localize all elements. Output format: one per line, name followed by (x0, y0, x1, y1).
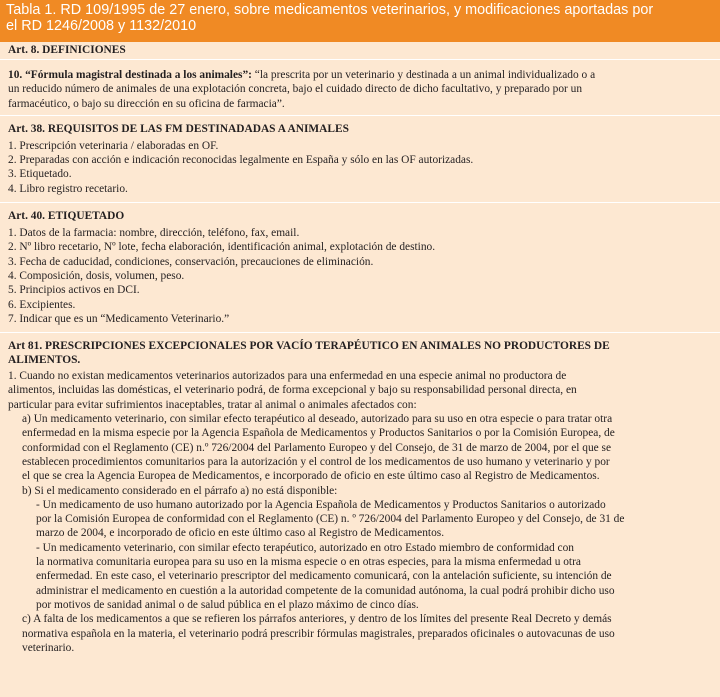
clause-b2-line: la normativa comunitaria europea para su uso en la misma especie o en otras especies, para la misma enfermedad u otra (36, 556, 581, 569)
list-item: 3. Fecha de caducidad, condiciones, conservación, precauciones de eliminación. (8, 255, 374, 268)
paragraph-line: alimentos, incluidas las domésticas, el veterinario podrá, de forma excepcional y bajo su responsabilidad personal directa, en (8, 384, 577, 397)
clause-b2-line: - Un medicamento veterinario, con similar efecto terapéutico, autorizado en otro Estado miembro de conformidad con (36, 541, 575, 554)
clause-c-line: c) A falta de los medicamentos a que se refieren los párrafos anteriores, y dentro de los límites del presente Real Decreto y demás (22, 613, 612, 626)
paragraph-line: particular para evitar sufrimientos inaceptables, tratar al animal o animales afectados con: (8, 398, 417, 411)
definition-term: 10. “Fórmula magistral destinada a los animales”: (8, 69, 252, 81)
section-art-40 (0, 207, 720, 332)
clause-a-line: el que se crea la Agencia Europea de Medicamentos, e incorporado de oficio en este último caso al Registro de Medicamentos. (22, 470, 600, 483)
list-item: 3. Etiquetado. (8, 168, 72, 181)
list-item: 2. Nº libro recetario, Nº lote, fecha elaboración, identificación animal, explotación de destino. (8, 241, 436, 254)
section-heading-line: ALIMENTOS. (8, 354, 81, 367)
table-title (0, 0, 720, 42)
table-title-line-2: el RD 1246/2008 y 1132/2010 (6, 17, 197, 34)
section-art-81 (0, 337, 720, 697)
list-item: 2. Preparadas con acción e indicación reconocidas legalmente en España y sólo en las OF autorizadas. (8, 154, 474, 167)
clause-a-line: enfermedad en la misma especie por la Agencia Española de Medicamentos y Productos Sanitarios o por la Comisión Europea, de (22, 427, 615, 440)
definition-line: “la prescrita por un veterinario y destinada a un animal individualizado o a (251, 69, 596, 81)
clause-b2-line: enfermedad. En este caso, el veterinario prescriptor del medicamento comunicará, con la antelación suficiente, su intención de (36, 570, 612, 583)
section-heading: Art. 40. ETIQUETADO (8, 210, 125, 223)
list-item: 4. Composición, dosis, volumen, peso. (8, 269, 185, 282)
section-art-8 (0, 42, 720, 115)
list-item: 4. Libro registro recetario. (8, 182, 128, 195)
clause-b1-line: marzo de 2004, e incorporado de oficio en este último caso al Registro de Medicamentos. (36, 527, 445, 540)
section-heading: Art. 8. DEFINICIONES (8, 44, 126, 56)
definition-text (0, 60, 720, 115)
list-item: 1. Prescripción veterinaria / elaboradas en OF. (8, 139, 219, 152)
section-art-38 (0, 120, 720, 202)
clause-a-line: a) Un medicamento veterinario, con similar efecto terapéutico al deseado, autorizado para su uso en otra especie o para tratar otra (22, 413, 613, 426)
list-item: 5. Principios activos en DCI. (8, 284, 140, 297)
clause-b-line: b) Si el medicamento considerado en el párrafo a) no está disponible: (22, 484, 338, 497)
section-heading-line: Art 81. PRESCRIPCIONES EXCEPCIONALES POR VACÍO TERAPÉUTICO EN ANIMALES NO PRODUCTORES DE (8, 340, 610, 353)
clause-b2-line: administrar el medicamento en cuestión a la autoridad competente de la comunidad autónoma, la cual podrá prohibir dicho uso (36, 584, 615, 597)
table-title-line-1: Tabla 1. RD 109/1995 de 27 enero, sobre medicamentos veterinarios, y modificaciones aportadas por (6, 2, 654, 18)
section-heading (0, 337, 720, 369)
clause-b1-line: - Un medicamento de uso humano autorizado por la Agencia Española de Medicamentos y Productos Sanitarios o autorizado (36, 498, 606, 511)
definition-line: un reducido número de animales de una explotación concreta, bajo el cuidado directo de dicho facultativo, y preparado por un (8, 83, 583, 96)
list-item: 6. Excipientes. (8, 298, 76, 311)
clause-c-line: veterinario. (22, 641, 75, 654)
clause-b2-line: por motivos de sanidad animal o de salud pública en el plazo máximo de cinco días. (36, 598, 419, 611)
list-item: 1. Datos de la farmacia: nombre, dirección, teléfono, fax, email. (8, 227, 300, 240)
paragraph-line: 1. Cuando no existan medicamentos veterinarios autorizados para una enfermedad en una especie animal no productora de (8, 370, 567, 383)
clause-a-line: establecen procedimientos comunitarios para la autorización y el control de los medicamentos de uso humano y veterinario y por (22, 455, 610, 468)
clause-a-line: conformidad con el Reglamento (CE) n.º 726/2004 del Parlamento Europeo y del Consejo, de 31 de marzo de 2004, por el que se (22, 441, 612, 454)
list-item: 7. Indicar que es un “Medicamento Veterinario.” (8, 312, 230, 325)
clause-c-line: normativa española en la materia, el veterinario podrá prescribir fórmulas magistrales, preparados oficinales o autovacunas de uso (22, 627, 615, 640)
section-heading: Art. 38. REQUISITOS DE LAS FM DESTINADADAS A ANIMALES (8, 122, 349, 135)
definition-line: farmacéutico, o bajo su dirección en su oficina de farmacia”. (8, 97, 285, 110)
clause-b1-line: por la Comisión Europea de conformidad con el Reglamento (CE) n. º 726/2004 del Parlamento Europeo y del Consejo, de 31 de (36, 513, 625, 526)
